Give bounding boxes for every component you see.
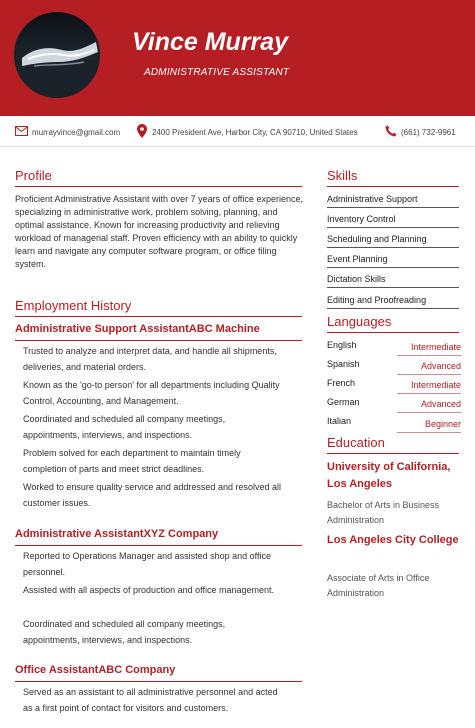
contact-address: 2400 President Ave, Harbor City, CA 90710, United States [152, 128, 358, 137]
job-bullet: Coordinated and scheduled all company meetings, appointments, interviews, and inspections. [23, 619, 226, 645]
job-bullet: Assisted with all aspects of production and office management. [23, 585, 274, 595]
language-level: Intermediate [410, 380, 461, 390]
candidate-role: ADMINISTRATIVE ASSISTANT [144, 67, 290, 78]
language-name: French [327, 378, 356, 388]
language-level-underline [397, 355, 461, 356]
education-school: University of California, Los Angeles [327, 461, 451, 490]
job-bullet: Worked to ensure quality service and addressed and resolved all customer issues. [23, 482, 281, 508]
education-degree: Bachelor of Arts in Business Administration [327, 500, 440, 525]
job-divider [15, 545, 302, 546]
skills-heading: Skills [327, 168, 358, 183]
language-level-underline [397, 374, 461, 375]
language-level: Advanced [420, 399, 461, 409]
language-level: Beginner [424, 419, 461, 429]
education-school: Los Angeles City College [327, 534, 459, 546]
avatar [14, 12, 100, 98]
skill-item: Dictation Skills [327, 273, 459, 288]
skill-item: Event Planning [327, 253, 459, 268]
job-bullet: Known as the 'go-to person' for all departments including Quality Control, Accounting, and Management. [23, 380, 280, 406]
job-divider [15, 681, 302, 682]
job-bullet: Trusted to analyze and interpret data, and handle all shipments, deliveries, and material orders. [23, 346, 277, 372]
job-bullet: Served as an assistant to all administrative personnel and acted as a first point of contact for visitors and customers. [23, 687, 278, 713]
profile-divider [15, 186, 302, 187]
language-level-underline [397, 393, 461, 394]
resume-header [0, 0, 475, 116]
languages-divider [327, 332, 459, 333]
education-divider [327, 453, 459, 454]
languages-heading: Languages [327, 314, 392, 329]
language-name: German [327, 397, 360, 407]
contact-phone[interactable]: (661) 732-9961 [401, 128, 456, 137]
job-bullet: Coordinated and scheduled all company meetings, appointments, interviews, and inspections. [23, 414, 226, 440]
language-name: Spanish [327, 359, 360, 369]
job-bullet: Problem solved for each department to maintain timely completion of parts and meet strict deadlines. [23, 448, 241, 474]
header-divider [0, 146, 475, 147]
language-name: English [327, 340, 357, 350]
employment-divider [15, 316, 302, 317]
language-level-underline [397, 432, 461, 433]
contact-email[interactable]: murrayvince@gmail.com [32, 128, 121, 137]
language-level: Advanced [420, 361, 461, 371]
skill-item: Administrative Support [327, 193, 459, 208]
language-level: Intermediate [410, 342, 461, 352]
phone-icon [385, 125, 397, 139]
job-title: Administrative Support AssistantABC Machine [15, 323, 260, 335]
location-pin-icon [137, 124, 147, 140]
job-divider [15, 340, 302, 341]
education-heading: Education [327, 435, 385, 450]
job-bullet: Reported to Operations Manager and assisted shop and office personnel. [23, 551, 271, 577]
profile-text: Proficient Administrative Assistant with over 7 years of office experience, specializing in administrative work, problem solving, planning, and optimal assistance. Known for increasing productivity and relieving workload of managerial staff. Proven efficiency with an ability to quickly learn and navigate any computer software program, or office filing system. [15, 194, 303, 269]
profile-heading: Profile [15, 168, 52, 183]
education-degree: Associate of Arts in Office Administration [327, 573, 430, 598]
skill-item: Scheduling and Planning [327, 233, 459, 248]
skill-item: Inventory Control [327, 213, 459, 228]
avatar-photo [14, 12, 100, 98]
mail-icon [15, 126, 28, 138]
skills-divider [327, 186, 459, 187]
language-name: Italian [327, 416, 352, 426]
job-title: Administrative AssistantXYZ Company [15, 528, 219, 540]
contact-bar [0, 118, 475, 146]
language-level-underline [397, 412, 461, 413]
job-title: Office AssistantABC Company [15, 664, 176, 676]
skill-item: Editing and Proofreading [327, 294, 459, 309]
employment-heading: Employment History [15, 298, 132, 313]
candidate-name: Vince Murray [132, 28, 289, 56]
